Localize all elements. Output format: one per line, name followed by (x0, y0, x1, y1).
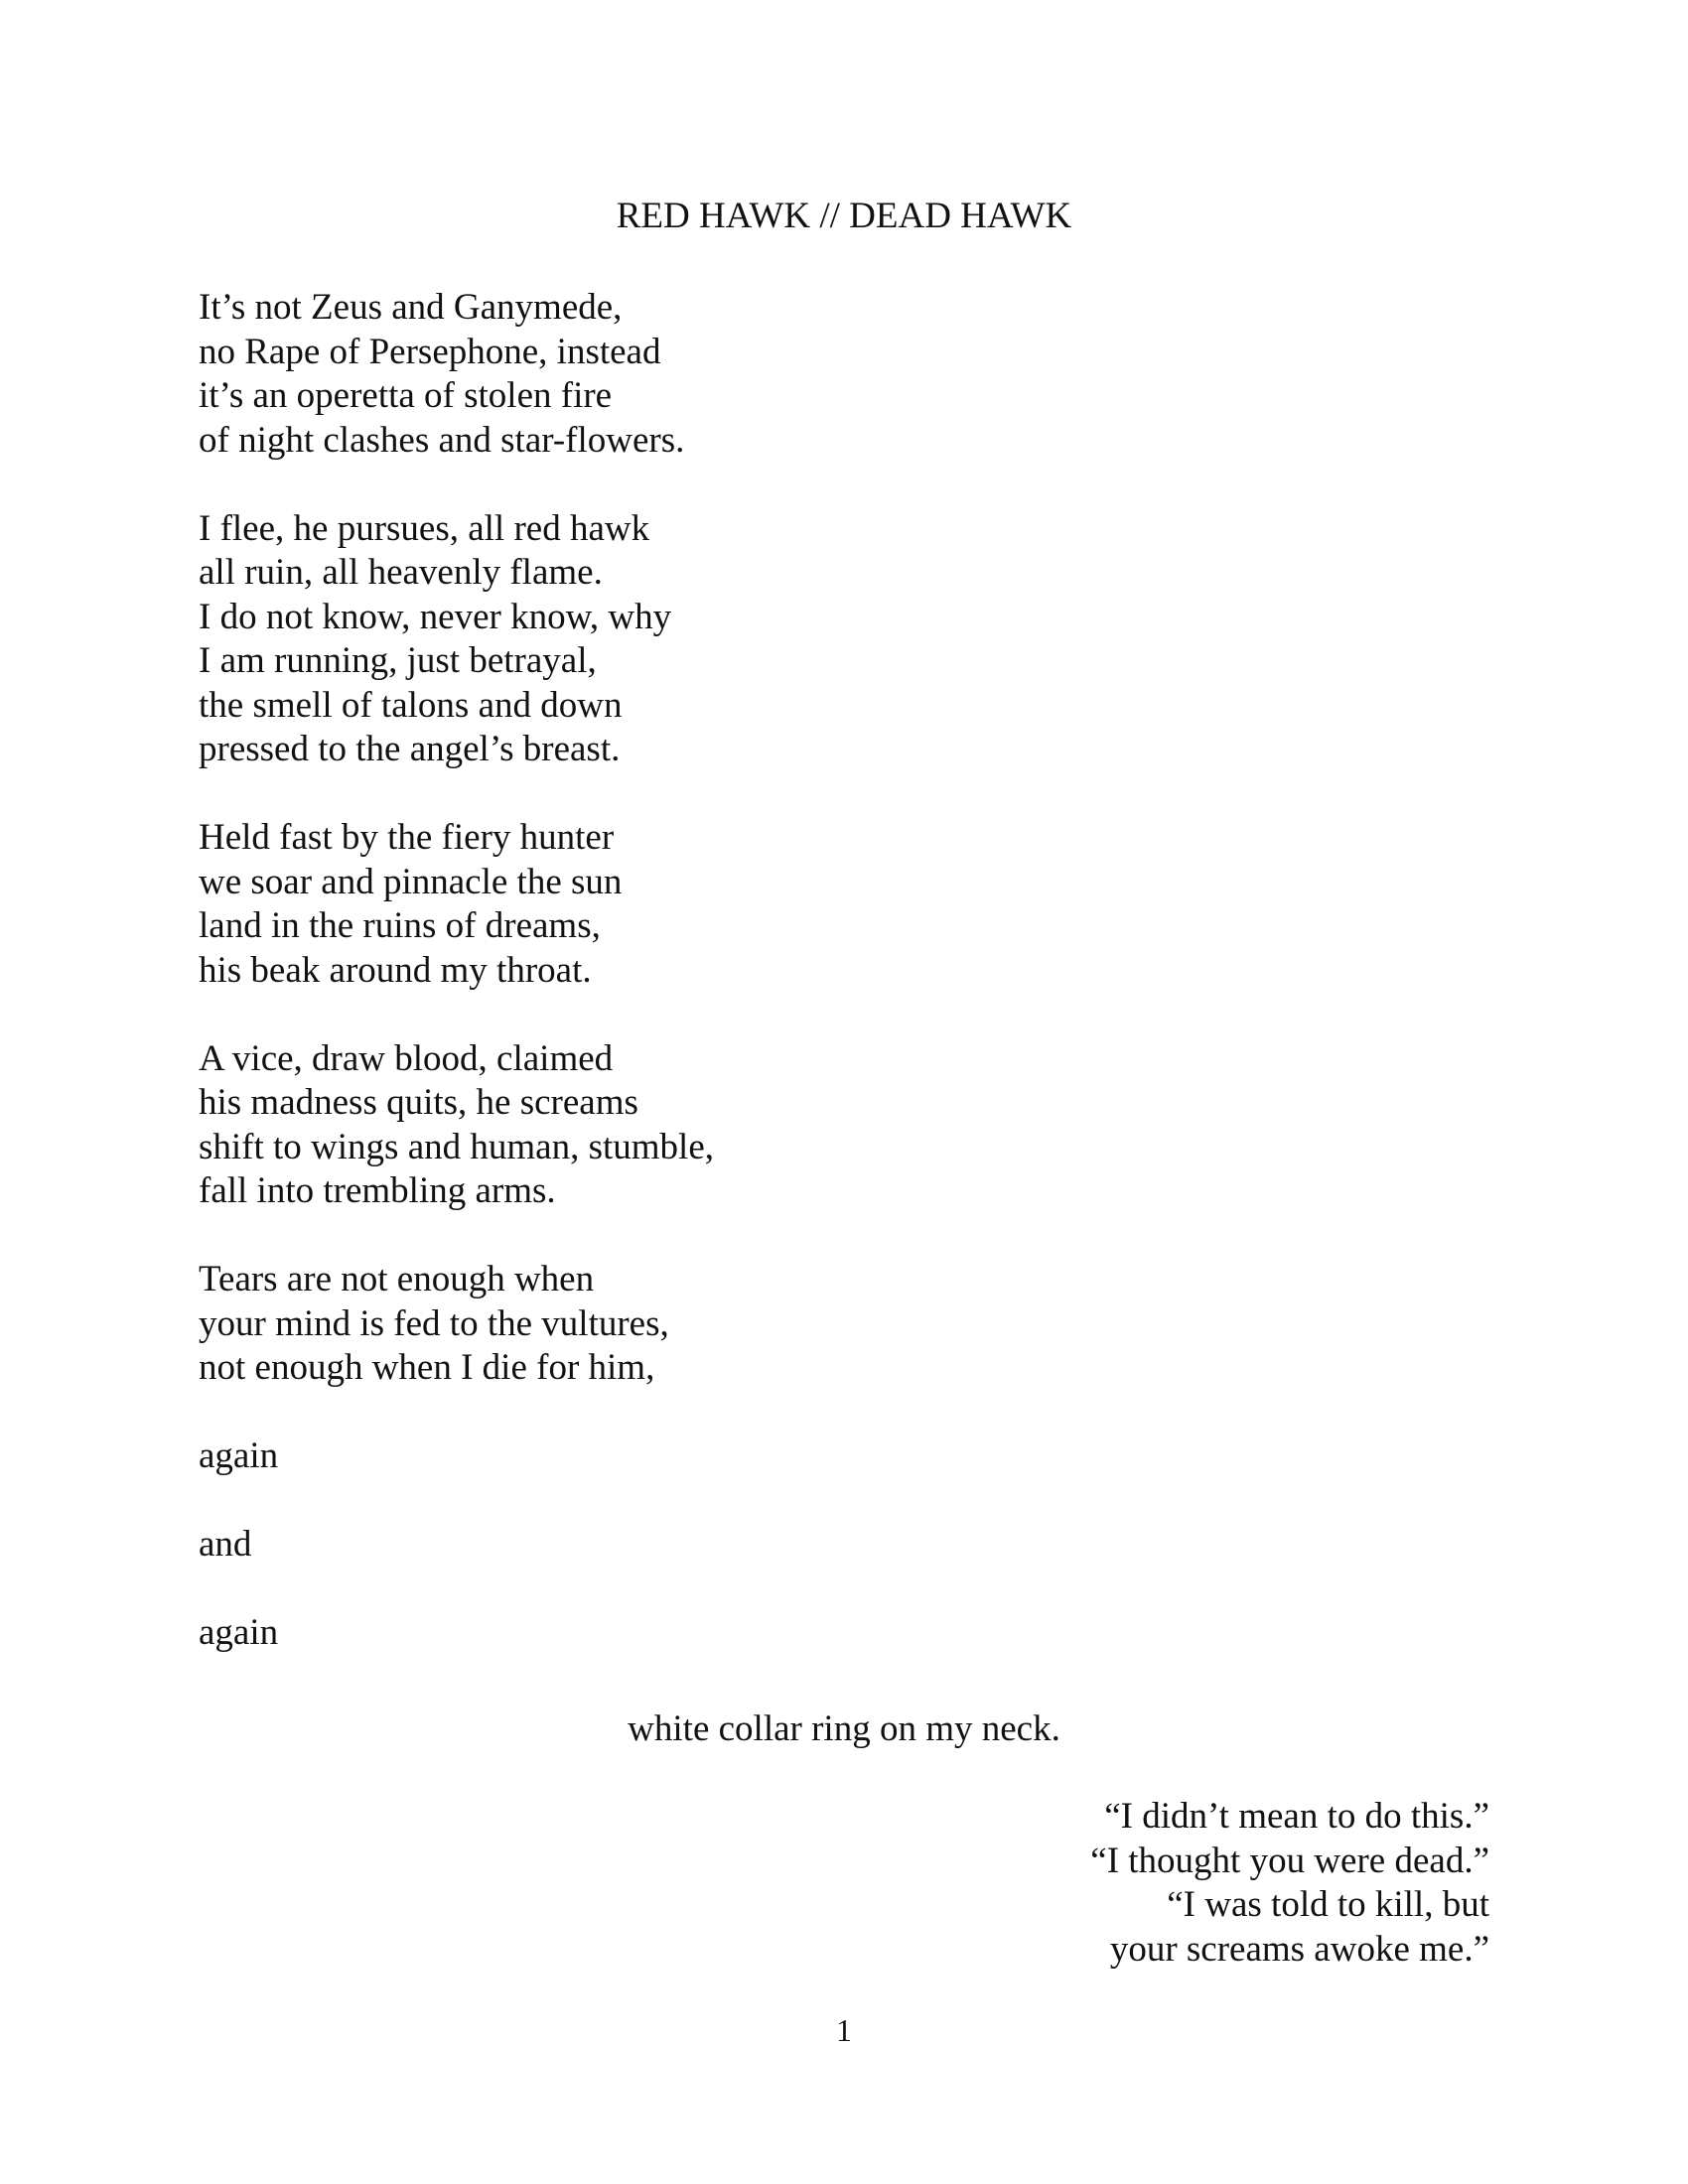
stanza-4 (199, 1037, 1489, 1214)
poem-line: A vice, draw blood, claimed (199, 1037, 614, 1079)
poem-line: land in the ruins of dreams, (199, 905, 601, 946)
stanza-3 (199, 816, 1489, 993)
page-number: 1 (836, 2012, 852, 2048)
poem-line: his madness quits, he screams (199, 1082, 638, 1123)
quote-line: “I thought you were dead.” (1090, 1840, 1489, 1881)
poem-line: Held fast by the fiery hunter (199, 817, 615, 858)
stanza-2 (199, 507, 1489, 772)
poem-line: not enough when I die for him, (199, 1347, 655, 1388)
poem-line: his beak around my throat. (199, 949, 592, 991)
refrain-line: again (199, 1435, 279, 1476)
centered-line: white collar ring on my neck. (628, 1708, 1060, 1749)
quote-line: “I was told to kill, but (1167, 1884, 1489, 1925)
refrain-line: again (199, 1612, 279, 1653)
poem-line: I am running, just betrayal, (199, 640, 597, 681)
poem-line: all ruin, all heavenly flame. (199, 552, 603, 593)
stanza-break (199, 1568, 1489, 1612)
poem-line: it’s an operetta of stolen fire (199, 375, 613, 416)
stanza-5 (199, 1258, 1489, 1391)
poem-line: we soar and pinnacle the sun (199, 861, 623, 902)
poem-line: the smell of talons and down (199, 684, 623, 726)
poem-line: no Rape of Persephone, instead (199, 331, 661, 372)
poem-title: RED HAWK // DEAD HAWK (616, 196, 1072, 236)
quote-block (1090, 1795, 1489, 1972)
stanza-break (199, 463, 1489, 507)
stanza-break (199, 772, 1489, 817)
poem-body (199, 286, 1489, 1656)
poem-line: of night clashes and star-flowers. (199, 419, 685, 461)
stanza-break (199, 1214, 1489, 1259)
poem-line: It’s not Zeus and Ganymede, (199, 287, 623, 328)
stanza-1 (199, 286, 1489, 463)
poem-line: pressed to the angel’s breast. (199, 729, 621, 769)
refrain-line: and (199, 1524, 252, 1565)
quote-line: “I didn’t mean to do this.” (1104, 1796, 1489, 1837)
poem-line: Tears are not enough when (199, 1259, 595, 1299)
poem-line: your mind is fed to the vultures, (199, 1302, 669, 1344)
poem-line: fall into trembling arms. (199, 1170, 556, 1211)
stanza-break (199, 1479, 1489, 1524)
poem-line: shift to wings and human, stumble, (199, 1126, 714, 1167)
stanza-break (199, 993, 1489, 1037)
stanza-break (199, 1391, 1489, 1435)
poem-line: I flee, he pursues, all red hawk (199, 507, 650, 549)
quote-line: your screams awoke me.” (1109, 1928, 1489, 1970)
poem-line: I do not know, never know, why (199, 596, 672, 637)
